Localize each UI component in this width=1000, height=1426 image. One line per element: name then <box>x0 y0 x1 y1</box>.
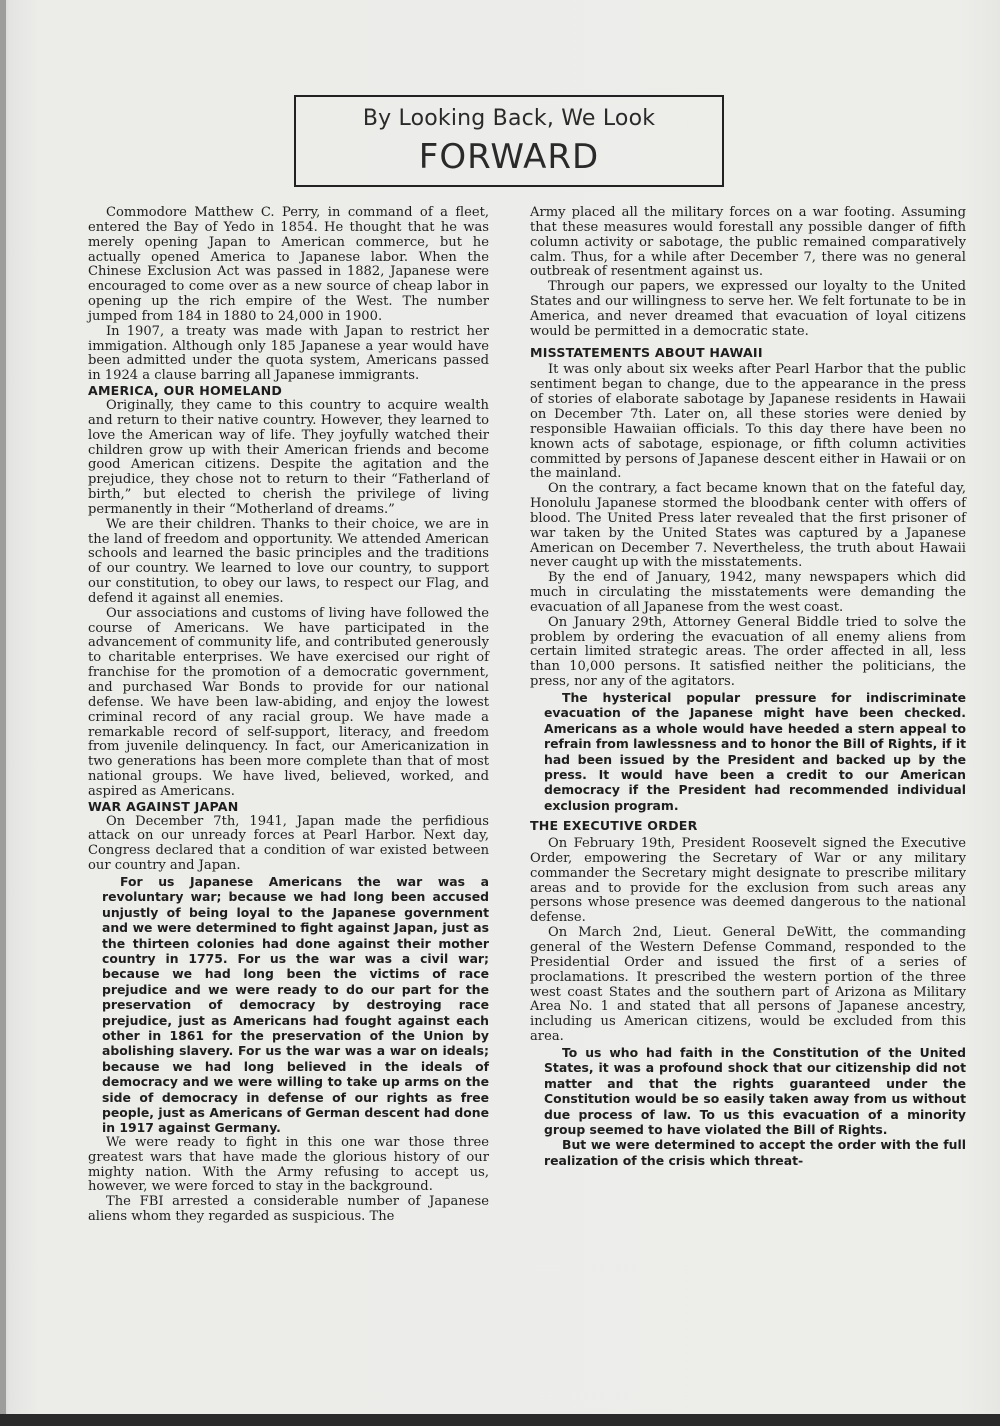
section-heading: THE EXECUTIVE ORDER <box>530 818 698 834</box>
section-heading: MISSTATEMENTS ABOUT HAWAII <box>530 344 763 360</box>
paragraph: On March 2nd, Lieut. General DeWitt, the commanding general of the Western Defense Command, responded to the Presidential Order and issued the first of a series of proclamations. It prescribed the western portion of the three west coast States and the southern part of Arizona as Military Area No. 1 and stated that all persons of Japanese ancestry, including us American citizens, would be excluded from this area. <box>530 925 966 1045</box>
emphasis-paragraph: But we were determined to accept the order with the full realization of the crisis which threat- <box>544 1137 966 1168</box>
emphasis-paragraph: To us who had faith in the Constitution of the United States, it was a profound shock that our citizenship did not matter and that the rights guaranteed under the Constitution would be so easily taken away from us without due process of law. To us this evacuation of a minority group seemed to have violated the Bill of Rights. <box>544 1044 966 1137</box>
emphasis-paragraph: For us Japanese Americans the war was a revoluntary war; because we had long been accused unjustly of being loyal to the Japanese government and we were determined to fight against Japan, just as the thirteen colonies had done against their mother country in 1775. For us the war was a civil war; because we had long been the victims of race prejudice and we were ready to do our part for the preservation of democracy by destroying race prejudice, just as Americans had fought against each other in 1861 for the preservation of the Union by abolishing slavery. For us the war was a war on ideals; because we had long believed in the ideals of democracy and we were willing to take up arms on the side of democracy in defense of our rights as free people, just as Americans of German descent had done in 1917 against Germany. <box>102 873 489 1136</box>
right-column <box>530 206 966 1168</box>
paragraph: In 1907, a treaty was made with Japan to restrict her immigation. Although only 185 Japanese a year would have been admitted under the quota system, Americans passed in 1924 a clause barring all Japanese immigrants. <box>88 323 489 384</box>
paragraph: We were ready to fight in this one war those three greatest wars that have made the glorious history of our mighty nation. With the Army refusing to accept us, however, we were forced to stay in the background. <box>88 1134 489 1195</box>
paragraph: It was only about six weeks after Pearl Harbor that the public sentiment began to change, due to the appearance in the press of stories of elaborate sabotage by Japanese residents in Hawaii on December 7th. Later on, all these stories were denied by responsible Hawaiian officials. To this day there have been no known acts of sabotage, espionage, or fifth column activities committed by persons of Japanese descent either in Hawaii or on the mainland. <box>530 362 966 482</box>
paragraph: The FBI arrested a considerable number of Japanese aliens whom they regarded as suspicious. The <box>88 1194 489 1225</box>
paragraph: On the contrary, a fact became known that on the fateful day, Honolulu Japanese stormed the bloodbank center with offers of blood. The United Press later revealed that the first prisoner of war taken by the United States was captured by a Japanese American on December 7. Nevertheless, the truth about Hawaii never caught up with the misstatements. <box>530 481 966 571</box>
section-heading: WAR AGAINST JAPAN <box>88 798 239 814</box>
section-heading: AMERICA, OUR HOMELAND <box>88 383 283 399</box>
paragraph: Our associations and customs of living have followed the course of Americans. We have participated in the advancement of community life, and contributed generously to charitable enterprises. We have exercised our right of franchise for the promotion of a democratic government, and purchased War Bonds to provide for our national defense. We have been law-abiding, and enjoy the lowest criminal record of any racial group. We have made a remarkable record of self-support, literacy, and freedom from juvenile delinquency. In fact, our Americanization in two generations has been more complete than that of most national groups. We have lived, believed, worked, and aspired as Americans. <box>88 605 489 799</box>
title-box <box>294 95 724 187</box>
bottom-edge <box>0 1414 1000 1426</box>
paragraph: Originally, they came to this country to acquire wealth and return to their native country. However, they learned to love the American way of life. They joyfully watched their children grow up with their American friends and become good American citizens. Despite the agitation and the prejudice, they chose not to return to their “Fatherland of birth,” but elected to cherish the privilege of living permanently in their “Motherland of dreams.” <box>88 397 489 517</box>
emphasis-paragraph: The hysterical popular pressure for indiscriminate evacuation of the Japanese might have been checked. Americans as a whole would have heeded a stern appeal to refrain from lawlessness and to honor the Bill of Rights, if it had been issued by the President and backed up by the press. It would have been a credit to our American democracy if the President had recommended individual exclusion program. <box>544 690 966 813</box>
paragraph: Commodore Matthew C. Perry, in command of a fleet, entered the Bay of Yedo in 1854. He thought that he was merely opening Japan to American commerce, but he actually opened America to Japanese labor. When the Chinese Exclusion Act was passed in 1882, Japanese were encouraged to come over as a new source of cheap labor in opening up the rich empire of the West. The number jumped from 184 in 1880 to 24,000 in 1900. <box>88 205 489 324</box>
paragraph: On December 7th, 1941, Japan made the perfidious attack on our unready forces at Pearl Harbor. Next day, Congress declared that a condition of war existed between our country and Japan. <box>88 813 489 874</box>
binding-edge <box>0 0 6 1426</box>
paragraph: By the end of January, 1942, many newspapers which did much in circulating the misstatements were demanding the evacuation of all Japanese from the west coast. <box>530 570 966 615</box>
title-line-1: By Looking Back, We Look <box>362 106 656 131</box>
paragraph: On February 19th, President Roosevelt signed the Executive Order, empowering the Secretary of War or any military commander the Secretary might designate to prescribe military areas and to provide for the exclusion from such areas any persons whose presence was deemed dangerous to the national defense. <box>530 836 966 926</box>
paragraph: On January 29th, Attorney General Biddle tried to solve the problem by ordering the evacuation of all enemy aliens from certain limited strategic areas. The order affected in all, less than 10,000 persons. It satisfied neither the politicians, the press, nor any of the agitators. <box>530 614 966 690</box>
paragraph: Army placed all the military forces on a war footing. Assuming that these measures would forestall any possible danger of fifth column activity or sabotage, the public remained comparatively calm. Thus, for a while after December 7, there was no general outbreak of resentment against us. <box>530 205 966 280</box>
paragraph: We are their children. Thanks to their choice, we are in the land of freedom and opportunity. We attended American schools and learned the basic principles and the traditions of our country. We learned to love our country, to support our constitution, to obey our laws, to respect our Flag, and defend it against all enemies. <box>88 516 489 606</box>
title-line-2: FORWARD <box>418 137 600 177</box>
paragraph: Through our papers, we expressed our loyalty to the United States and our willingness to serve her. We felt fortunate to be in America, and never dreamed that evacuation of loyal citizens would be permitted in a democratic state. <box>530 279 966 339</box>
left-column <box>88 206 489 1225</box>
